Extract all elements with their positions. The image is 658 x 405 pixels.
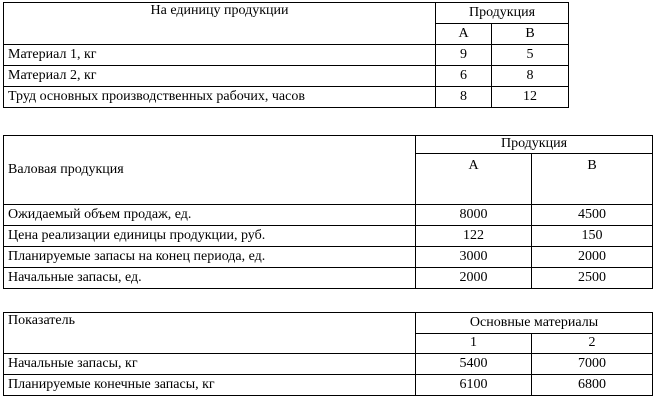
per-unit-table: [3, 2, 569, 108]
t3-col-1: 1: [416, 334, 532, 354]
table-row: [4, 45, 569, 66]
cell-a: 122: [416, 226, 532, 247]
row-label: Цена реализации единицы продукции, руб.: [4, 226, 416, 247]
t1-col-b: В: [492, 24, 569, 45]
cell-1: 5400: [416, 354, 532, 375]
t3-header-label: Показатель: [4, 313, 416, 354]
cell-b: 2000: [532, 247, 653, 268]
cell-b: 12: [492, 87, 569, 108]
row-label: Планируемые запасы на конец периода, ед.: [4, 247, 416, 268]
t1-col-a: А: [436, 24, 492, 45]
row-label: Труд основных производственных рабочих, часов: [4, 87, 436, 108]
cell-a: 8: [436, 87, 492, 108]
cell-b: 2500: [532, 268, 653, 289]
row-label: Планируемые конечные запасы, кг: [4, 375, 416, 396]
t2-header-label: Валовая продукция: [4, 136, 416, 205]
t1-group-label: Продукция: [436, 3, 569, 24]
table-row: [4, 268, 653, 289]
cell-a: 6: [436, 66, 492, 87]
row-label: Материал 2, кг: [4, 66, 436, 87]
cell-2: 7000: [532, 354, 653, 375]
row-label: Материал 1, кг: [4, 45, 436, 66]
cell-1: 6100: [416, 375, 532, 396]
row-label: Начальные запасы, кг: [4, 354, 416, 375]
cell-a: 3000: [416, 247, 532, 268]
t2-col-a: А: [416, 154, 532, 205]
t1-header-label: На единицу продукции: [4, 3, 436, 45]
t2-col-b: В: [532, 154, 653, 205]
table-row: [4, 87, 569, 108]
table-row: [4, 226, 653, 247]
cell-b: 8: [492, 66, 569, 87]
row-label: Ожидаемый объем продаж, ед.: [4, 205, 416, 226]
t2-group-label: Продукция: [416, 136, 653, 154]
table-row: [4, 375, 653, 396]
gross-production-table: [3, 135, 653, 289]
cell-2: 6800: [532, 375, 653, 396]
cell-b: 5: [492, 45, 569, 66]
table-row: [4, 354, 653, 375]
table-row: [4, 247, 653, 268]
table-row: [4, 66, 569, 87]
cell-a: 9: [436, 45, 492, 66]
materials-table: [3, 312, 653, 396]
cell-b: 4500: [532, 205, 653, 226]
row-label: Начальные запасы, ед.: [4, 268, 416, 289]
t3-group-label: Основные материалы: [416, 313, 653, 334]
table-row: [4, 205, 653, 226]
cell-b: 150: [532, 226, 653, 247]
cell-a: 8000: [416, 205, 532, 226]
cell-a: 2000: [416, 268, 532, 289]
t3-col-2: 2: [532, 334, 653, 354]
